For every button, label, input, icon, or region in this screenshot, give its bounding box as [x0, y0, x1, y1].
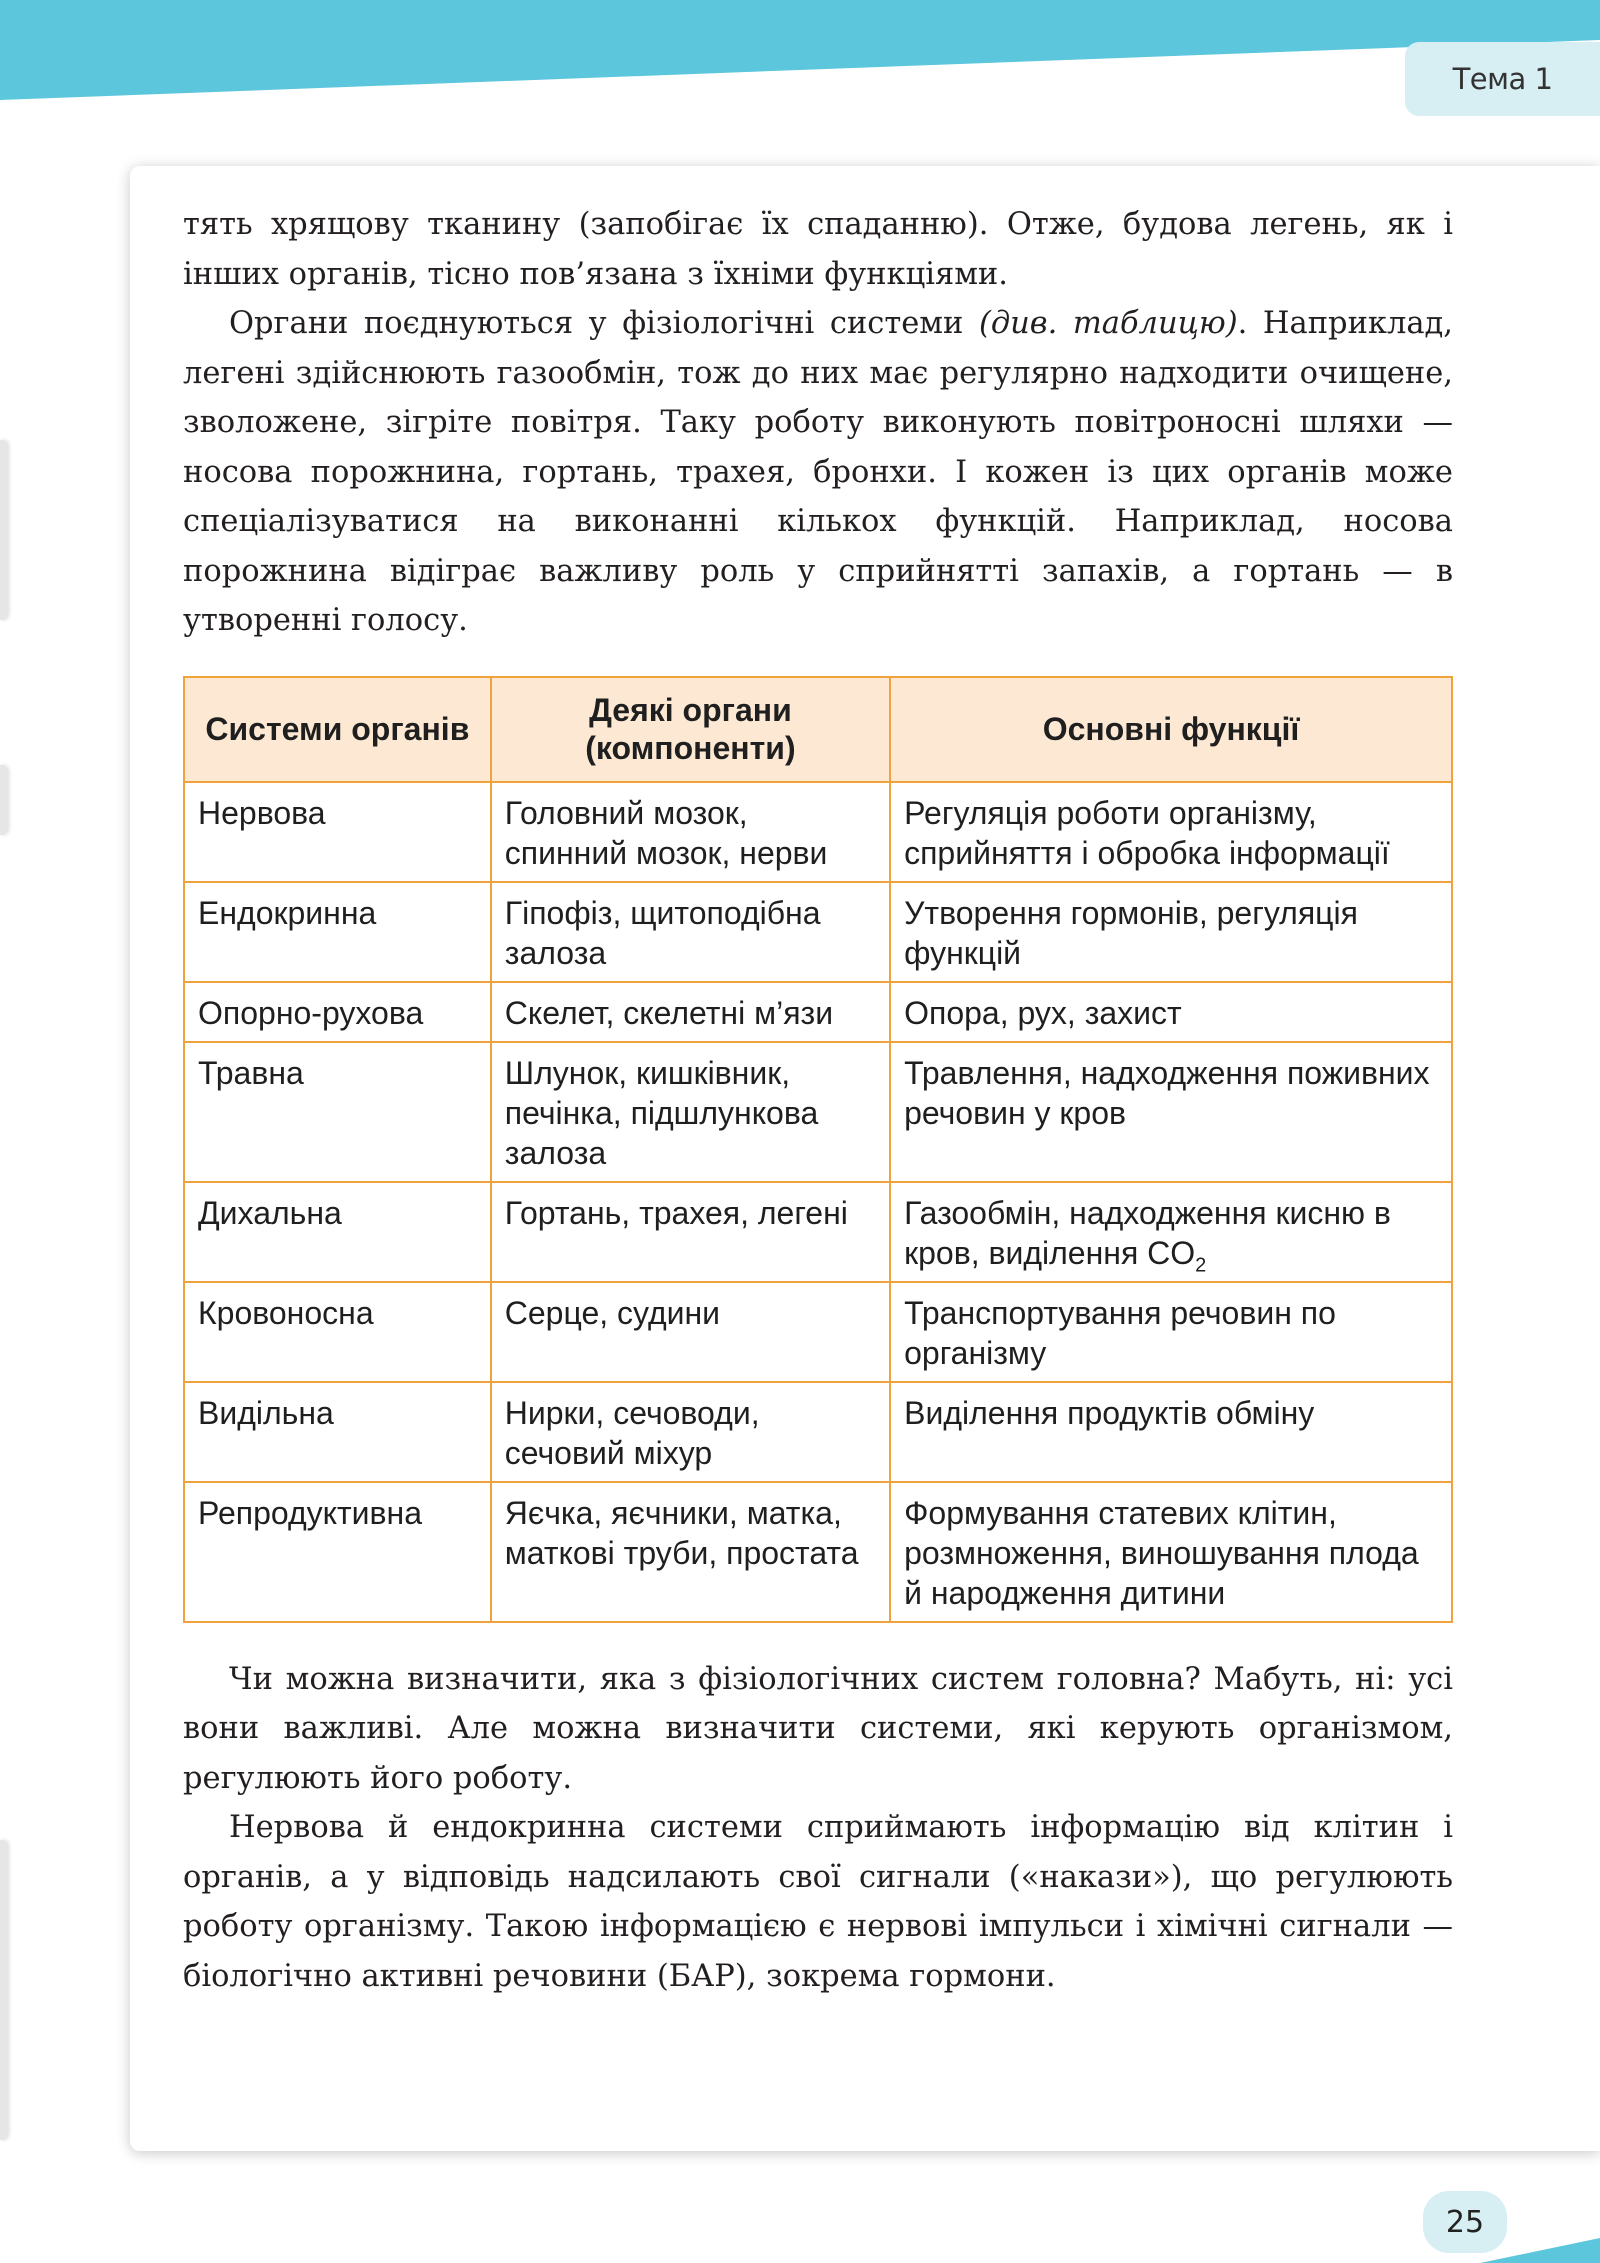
table-row [184, 1282, 1452, 1382]
header-organs: Деякі органи (компоненти) [491, 677, 890, 782]
functions-cell: Утворення гормонів, регуляція функцій [890, 882, 1452, 982]
organs-cell: Скелет, скелетні м’язи [491, 982, 890, 1042]
functions-cell [890, 1182, 1452, 1282]
system-cell: Опорно-рухова [184, 982, 491, 1042]
footer-stripe [1480, 2228, 1600, 2263]
system-cell: Кровоносна [184, 1282, 491, 1382]
outro-paragraph-2: Нервова й ендокринна системи сприймають інформацію від клітин і органів, а у відповідь надсилають свої сигнали («накази»), що регулюють роботу організму. Такою інформацією є нервові імпульси і хімічні сигнали — біологічно активні речовини (БАР), зокрема гормони. [183, 1810, 1453, 1994]
table-row [184, 782, 1452, 882]
system-cell: Видільна [184, 1382, 491, 1482]
functions-cell: Регуляція роботи організму, сприйняття і обробка інформації [890, 782, 1452, 882]
functions-cell: Травлення, надходження поживних речовин у кров [890, 1042, 1452, 1182]
intro-paragraph-2-end: . Наприклад, легені здійснюють газообмін, тож до них має регулярно надходити очищене, зволожене, зігріте повітря. Таку роботу виконують повітроносні шляхи — носова порожнина, гортань, трахея, бронхи. І кожен із цих органів може спеціалізуватися на виконанні кількох функцій. Наприклад, носова порожнина відіграє важливу роль у сприйнятті запахів, а гортань — в утворенні голосу. [183, 306, 1453, 638]
functions-cell: Виділення продуктів обміну [890, 1382, 1452, 1482]
table-row [184, 982, 1452, 1042]
system-cell: Репродуктивна [184, 1482, 491, 1622]
functions-cell: Опора, рух, захист [890, 982, 1452, 1042]
intro-paragraph-1: тять хрящову тканину (запобігає їх спаданню). Отже, будова легень, як і інших органів, тісно пов’язана з їхніми функціями. [183, 207, 1453, 292]
intro-paragraph-2 [183, 299, 1453, 646]
table-row [184, 1042, 1452, 1182]
side-tab-2 [0, 765, 8, 835]
organs-cell: Шлунок, кишківник, печінка, підшлункова залоза [491, 1042, 890, 1182]
organs-cell: Головний мозок, спинний мозок, нерви [491, 782, 890, 882]
table-row [184, 1182, 1452, 1282]
system-cell: Нервова [184, 782, 491, 882]
intro-paragraph-2-start: Органи поєднуються у фізіологічні системи [229, 306, 979, 341]
organs-cell: Серце, судини [491, 1282, 890, 1382]
header-functions: Основні функції [890, 677, 1452, 782]
table-reference: (див. таблицю) [978, 306, 1238, 341]
header-systems: Системи органів [184, 677, 491, 782]
functions-text: Газообмін, надходження кисню в кров, виділення CO [904, 1194, 1391, 1271]
organs-cell: Нирки, сечоводи, сечовий міхур [491, 1382, 890, 1482]
table-row [184, 1482, 1452, 1622]
side-tab-1 [0, 440, 8, 620]
table-header-row [184, 677, 1452, 782]
functions-cell: Формування статевих клітин, розмноження, виношування плода й народження дитини [890, 1482, 1452, 1622]
outro-paragraph-1: Чи можна визначити, яка з фізіологічних систем головна? Мабуть, ні: усі вони важливі. Але можна визначити системи, які керують організмом, регулюють його роботу. [183, 1661, 1453, 1796]
co2-subscript: 2 [1195, 1253, 1207, 1276]
system-cell: Дихальна [184, 1182, 491, 1282]
organs-cell: Гортань, трахея, легені [491, 1182, 890, 1282]
system-cell: Травна [184, 1042, 491, 1182]
table-row [184, 1382, 1452, 1482]
organ-systems-table [183, 676, 1453, 1623]
theme-label: Тема 1 [1405, 42, 1600, 116]
header-band [0, 0, 1600, 110]
organs-cell: Гіпофіз, щитоподібна залоза [491, 882, 890, 982]
functions-cell: Транспортування речовин по організму [890, 1282, 1452, 1382]
side-tab-3 [0, 1840, 8, 2140]
table-row [184, 882, 1452, 982]
page-content [183, 200, 1453, 2001]
organs-cell: Яєчка, яєчники, матка, маткові труби, простата [491, 1482, 890, 1622]
page-number: 25 [1423, 2191, 1507, 2253]
system-cell: Ендокринна [184, 882, 491, 982]
